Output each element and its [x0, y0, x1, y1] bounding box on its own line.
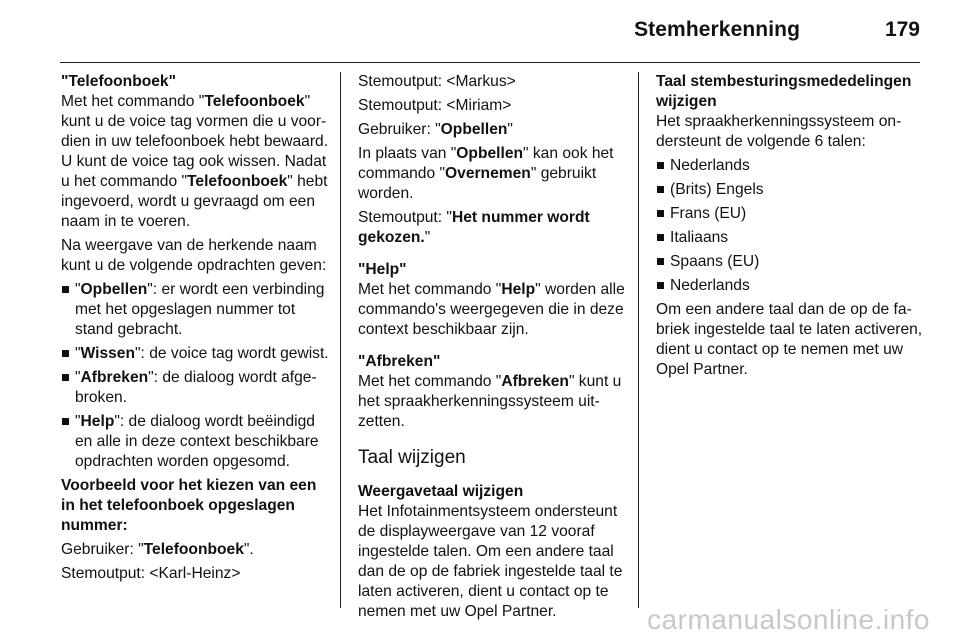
- language-list: [656, 156, 926, 296]
- afbreken-paragraph: Met het commando "Afbreken" kunt u het spraakherkenningssysteem uitzetten.: [358, 373, 622, 430]
- overnemen-paragraph: In plaats van "Opbellen" kan ook het commando "Overnemen" gebruikt worden.: [358, 145, 614, 202]
- voice-output-dialing: Stemoutput: "Het nummer wordt gekozen.": [358, 209, 590, 246]
- column-2: [358, 72, 630, 622]
- voice-output-markus: Stemoutput: <Markus>: [358, 73, 516, 90]
- language-item: (Brits) Engels: [656, 180, 926, 200]
- help-paragraph: Met het commando "Help" worden alle commando's weergegeven die in deze context beschikbaar zijn.: [358, 281, 625, 338]
- help-heading: "Help": [358, 261, 407, 278]
- section-title-taal-wijzigen: Taal wijzigen: [358, 447, 466, 468]
- header-rule: [60, 62, 920, 63]
- column-divider-1: [340, 72, 341, 608]
- example-heading: Voorbeeld voor het kiezen van een in het telefoonboek opgeslagen nummer:: [61, 477, 317, 534]
- language-item: Nederlands: [656, 276, 926, 296]
- column-3: [656, 72, 926, 380]
- command-item-afbreken: "Afbreken": de dialoog wordt afgebroken.: [61, 368, 332, 408]
- change-language-paragraph: Om een andere taal dan de op de fabriek ingestelde taal te laten activeren, dient u contact op te nemen met uw Opel Partner.: [656, 301, 923, 378]
- telefoonboek-heading: "Telefoonboek": [61, 73, 176, 90]
- language-item: Nederlands: [656, 156, 926, 176]
- language-item: Spaans (EU): [656, 252, 926, 272]
- example-line-user: Gebruiker: "Telefoonboek".: [61, 541, 254, 558]
- page-number: 179: [884, 18, 920, 41]
- weergavetaal-paragraph: Het Infotainmentsysteem ondersteunt de displayweergave van 12 vooraf ingestelde talen. Om een andere taal dan de op de fabriek ingestelde taal te laten activeren, dient u contact op te nemen met uw Opel Partner.: [358, 503, 623, 620]
- page-header-title: Stemherkenning: [634, 18, 800, 41]
- commands-intro: Na weergave van de herkende naam kunt u de volgende opdrachten geven:: [61, 237, 327, 274]
- language-item: Italiaans: [656, 228, 926, 248]
- command-item-wissen: "Wissen": de voice tag wordt gewist.: [61, 344, 332, 364]
- column-1: [61, 72, 332, 584]
- watermark: carmanualsonline.info: [647, 604, 930, 635]
- user-opbellen: Gebruiker: "Opbellen": [358, 121, 513, 138]
- example-line-voice: Stemoutput: <Karl-Heinz>: [61, 565, 241, 582]
- command-item-help: "Help": de dialoog wordt beëindigd en alle in deze context beschikbare opdrachten worden opgesomd.: [61, 412, 332, 472]
- stembesturing-heading: Taal stembesturingsmededelingen wijzigen: [656, 73, 912, 110]
- language-item: Frans (EU): [656, 204, 926, 224]
- telefoonboek-paragraph: Met het commando "Telefoonboek" kunt u de voice tag vormen die u voordien in uw telefoonboek hebt bewaard. U kunt de voice tag ook wissen. Nadat u het commando "Telefoonboek" hebt ingevoerd, wordt u gevraagd om een naam in te voeren.: [61, 93, 329, 230]
- column-divider-2: [638, 72, 639, 608]
- afbreken-heading: "Afbreken": [358, 353, 441, 370]
- voice-output-miriam: Stemoutput: <Miriam>: [358, 97, 512, 114]
- command-list: [61, 280, 332, 472]
- languages-intro: Het spraakherkenningssysteem ondersteunt de volgende 6 talen:: [656, 113, 902, 150]
- weergavetaal-heading: Weergavetaal wijzigen: [358, 483, 524, 500]
- command-item-opbellen: "Opbellen": er wordt een verbinding met het opgeslagen nummer tot stand gebracht.: [61, 280, 332, 340]
